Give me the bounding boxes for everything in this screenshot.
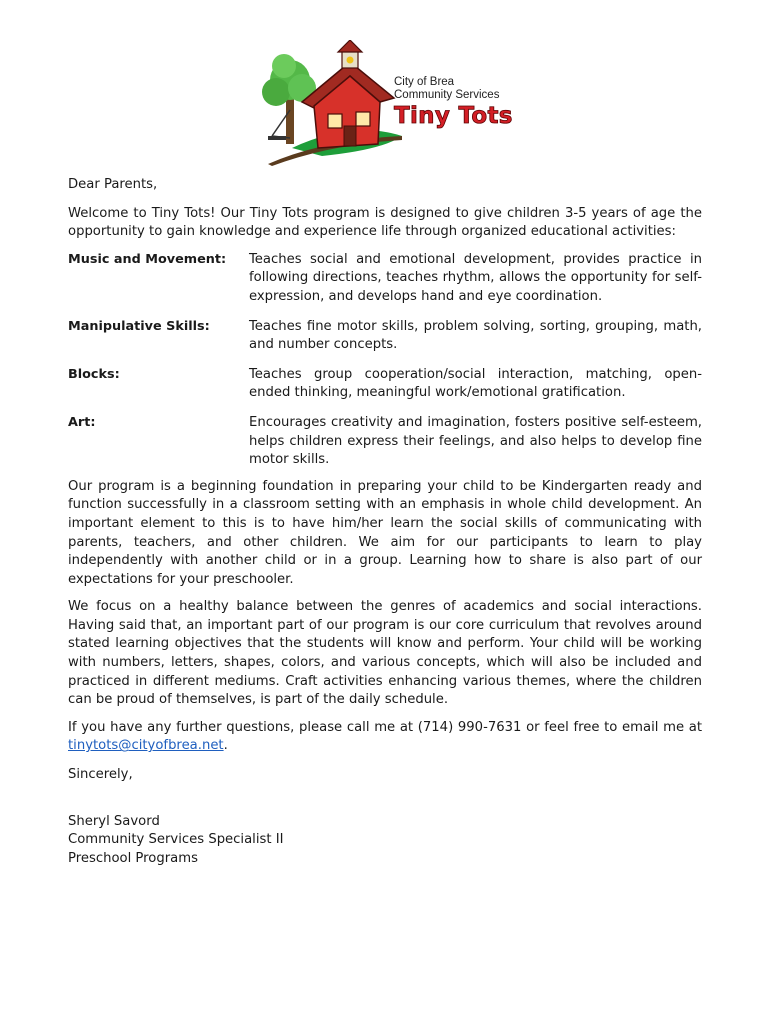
signer-dept: Preschool Programs xyxy=(68,850,198,866)
activity-term: Blocks: xyxy=(68,366,120,382)
intro-paragraph: Welcome to Tiny Tots! Our Tiny Tots program is designed to give children 3-5 years of age the opportunity to gain knowledge and experience life through organized educational activities: xyxy=(68,205,702,240)
activity-item xyxy=(68,414,702,470)
logo-city-text: City of Brea xyxy=(394,76,455,88)
activity-list xyxy=(68,251,702,470)
letter-body xyxy=(68,176,702,868)
logo-text xyxy=(394,76,513,129)
activity-description: Encourages creativity and imagination, fosters positive self-esteem, helps children express their feelings, and also helps to develop fine motor skills. xyxy=(249,414,702,468)
signer-name: Sheryl Savord xyxy=(68,813,160,829)
curriculum-paragraph: We focus on a healthy balance between the genres of academics and social interactions. Having said that, an important part of our program is our core curriculum that revolves around stated learning objectives that the students will know and perform. Your child will be working with numbers, letters, shapes, colors, and various concepts, which will also be included and practiced in different mediums. Craft activities enhancing various themes, where the children can be proud of themselves, is part of the daily schedule. xyxy=(68,599,702,708)
activity-description: Teaches group cooperation/social interaction, matching, open-ended thinking, meaningful work/emotional gratification. xyxy=(249,366,702,401)
contact-text: If you have any further questions, please call me at (714) 990-7631 or feel free to email me at xyxy=(68,719,702,735)
activity-item xyxy=(68,318,702,355)
contact-paragraph xyxy=(68,719,702,756)
logo-dept-text: Community Services xyxy=(394,89,500,101)
activity-term: Art: xyxy=(68,414,96,430)
contact-suffix: . xyxy=(223,738,228,754)
signer-title: Community Services Specialist II xyxy=(68,832,284,848)
activity-item xyxy=(68,251,702,307)
activity-description: Teaches fine motor skills, problem solving, sorting, grouping, math, and number concepts. xyxy=(249,318,702,353)
signature-block xyxy=(68,813,702,869)
activity-term: Manipulative Skills: xyxy=(68,318,210,334)
foundation-paragraph: Our program is a beginning foundation in preparing your child to be Kindergarten ready and function successfully in a classroom setting with an emphasis in whole child development. An important element to this is to have him/her learn the social skills of communicating with parents, teachers, and other children. We aim for our participants to learn to play independently with another child or in a group. Learning how to share is also part of our expectations for your preschooler. xyxy=(68,478,702,587)
email-link[interactable]: tinytots@cityofbrea.net xyxy=(68,738,224,754)
activity-description: Teaches social and emotional development, provides practice in following directions, teaches rhythm, allows the opportunity for self-expression, and develops hand and eye coordination. xyxy=(249,251,702,304)
activity-item xyxy=(68,366,702,403)
salutation: Dear Parents, xyxy=(68,177,158,192)
logo-program-text: Tiny Tots xyxy=(394,103,513,129)
activity-term: Music and Movement: xyxy=(68,251,227,267)
closing: Sincerely, xyxy=(68,767,133,783)
